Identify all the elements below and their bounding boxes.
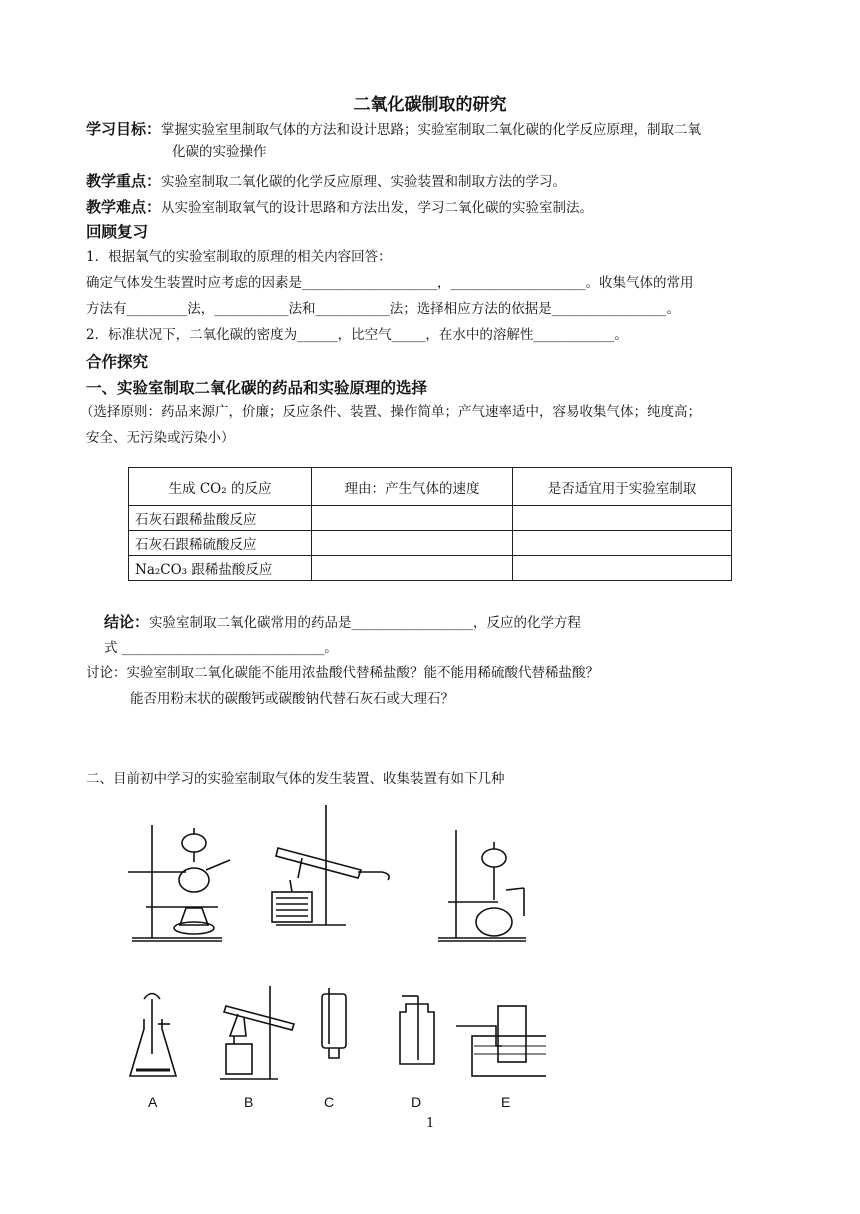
principle-line1: （选择原则：药品来源广，价廉；反应条件、装置、操作简单；产气速率适中，容易收集气体；纯度高；	[80, 404, 701, 420]
table-cell	[513, 531, 732, 556]
inverted-collection-bottle-icon	[322, 988, 346, 1058]
section2-heading: 二、目前初中学习的实验室制取气体的发生装置、收集装置有如下几种	[86, 771, 505, 787]
conclusion-text2: 式 ______________________________。	[104, 640, 338, 656]
tube-stand-burner-icon	[220, 986, 294, 1079]
discussion-line2: 能否用粉末状的碳酸钙或碳酸钠代替石灰石或大理石？	[130, 691, 454, 707]
apparatus-label-b: B	[244, 1094, 254, 1110]
apparatus-bottom-row-diagram	[126, 984, 546, 1089]
table-header: 生成 CO₂ 的反应	[129, 468, 312, 506]
gas-bottle-with-tube-icon	[400, 996, 434, 1064]
explore-heading: 合作探究	[86, 353, 149, 371]
review-q1-line2: 确定气体发生装置时应考虑的因素是____________________，____________________。收集气体的常用	[86, 275, 694, 291]
table-cell	[513, 556, 732, 581]
review-q2: 2．标准状况下，二氧化碳的密度为______，比空气_____，在水中的溶解性____________。	[86, 327, 628, 343]
table-row	[129, 531, 732, 556]
difficulties	[86, 196, 776, 219]
apparatus-label-a: A	[148, 1094, 158, 1110]
conclusion-label: 结论：	[104, 613, 150, 631]
difficulties-text: 从实验室制取氧气的设计思路和方法出发，学习二氧化碳的实验室制法。	[161, 200, 594, 216]
principle-line2: 安全、无污染或污染小）	[86, 430, 235, 446]
water-trough-collection-icon	[456, 1006, 546, 1076]
table-cell	[312, 506, 513, 531]
review-q1: 1．根据氧气的实验室制取的原理的相关内容回答：	[86, 249, 392, 265]
review-q1-line3: 方法有_________法，___________法和___________法；选择相应方法的依据是_________________。	[86, 301, 680, 317]
heated-test-tube-icon	[272, 805, 389, 925]
objectives-line2: 化碳的实验操作	[172, 144, 267, 160]
reaction-table	[128, 467, 732, 581]
conclusion-text1: 实验室制取二氧化碳常用的药品是__________________，反应的化学方程	[149, 615, 582, 631]
key-points-label: 教学重点：	[86, 172, 162, 190]
review-heading: 回顾复习	[86, 223, 149, 241]
key-points-text: 实验室制取二氧化碳的化学反应原理、实验装置和制取方法的学习。	[161, 174, 567, 190]
section1-heading: 一、实验室制取二氧化碳的药品和实验原理的选择	[86, 379, 428, 397]
stand-funnel-flask-burner-icon	[128, 825, 230, 941]
apparatus-label-d: D	[411, 1094, 422, 1110]
table-cell	[312, 531, 513, 556]
table-cell: 石灰石跟稀硫酸反应	[129, 531, 312, 556]
page-number: 1	[426, 1116, 435, 1131]
discussion-line1: 讨论：实验室制取二氧化碳能不能用浓盐酸代替稀盐酸？能不能用稀硫酸代替稀盐酸？	[86, 665, 599, 681]
table-cell	[312, 556, 513, 581]
page-title: 二氧化碳制取的研究	[353, 95, 507, 115]
key-points	[86, 170, 776, 193]
table-header-row	[129, 468, 732, 506]
table-header: 理由：产生气体的速度	[312, 468, 513, 506]
table-cell: Na₂CO₃ 跟稀盐酸反应	[129, 556, 312, 581]
table-cell: 石灰石跟稀盐酸反应	[129, 506, 312, 531]
table-row	[129, 506, 732, 531]
difficulties-label: 教学难点：	[86, 198, 162, 216]
table-row	[129, 556, 732, 581]
stand-funnel-round-flask-icon	[438, 830, 526, 941]
objectives-label: 学习目标：	[86, 120, 162, 138]
table-header: 是否适宜用于实验室制取	[513, 468, 732, 506]
conclusion	[104, 611, 764, 634]
apparatus-label-e: E	[501, 1094, 511, 1110]
objectives	[86, 118, 776, 141]
apparatus-label-c: C	[324, 1094, 335, 1110]
erlenmeyer-funnel-icon	[130, 994, 176, 1077]
objectives-text: 掌握实验室里制取气体的方法和设计思路；实验室制取二氧化碳的化学反应原理，制取二氧	[161, 122, 702, 138]
apparatus-top-row-diagram	[126, 800, 546, 945]
table-cell	[513, 506, 732, 531]
